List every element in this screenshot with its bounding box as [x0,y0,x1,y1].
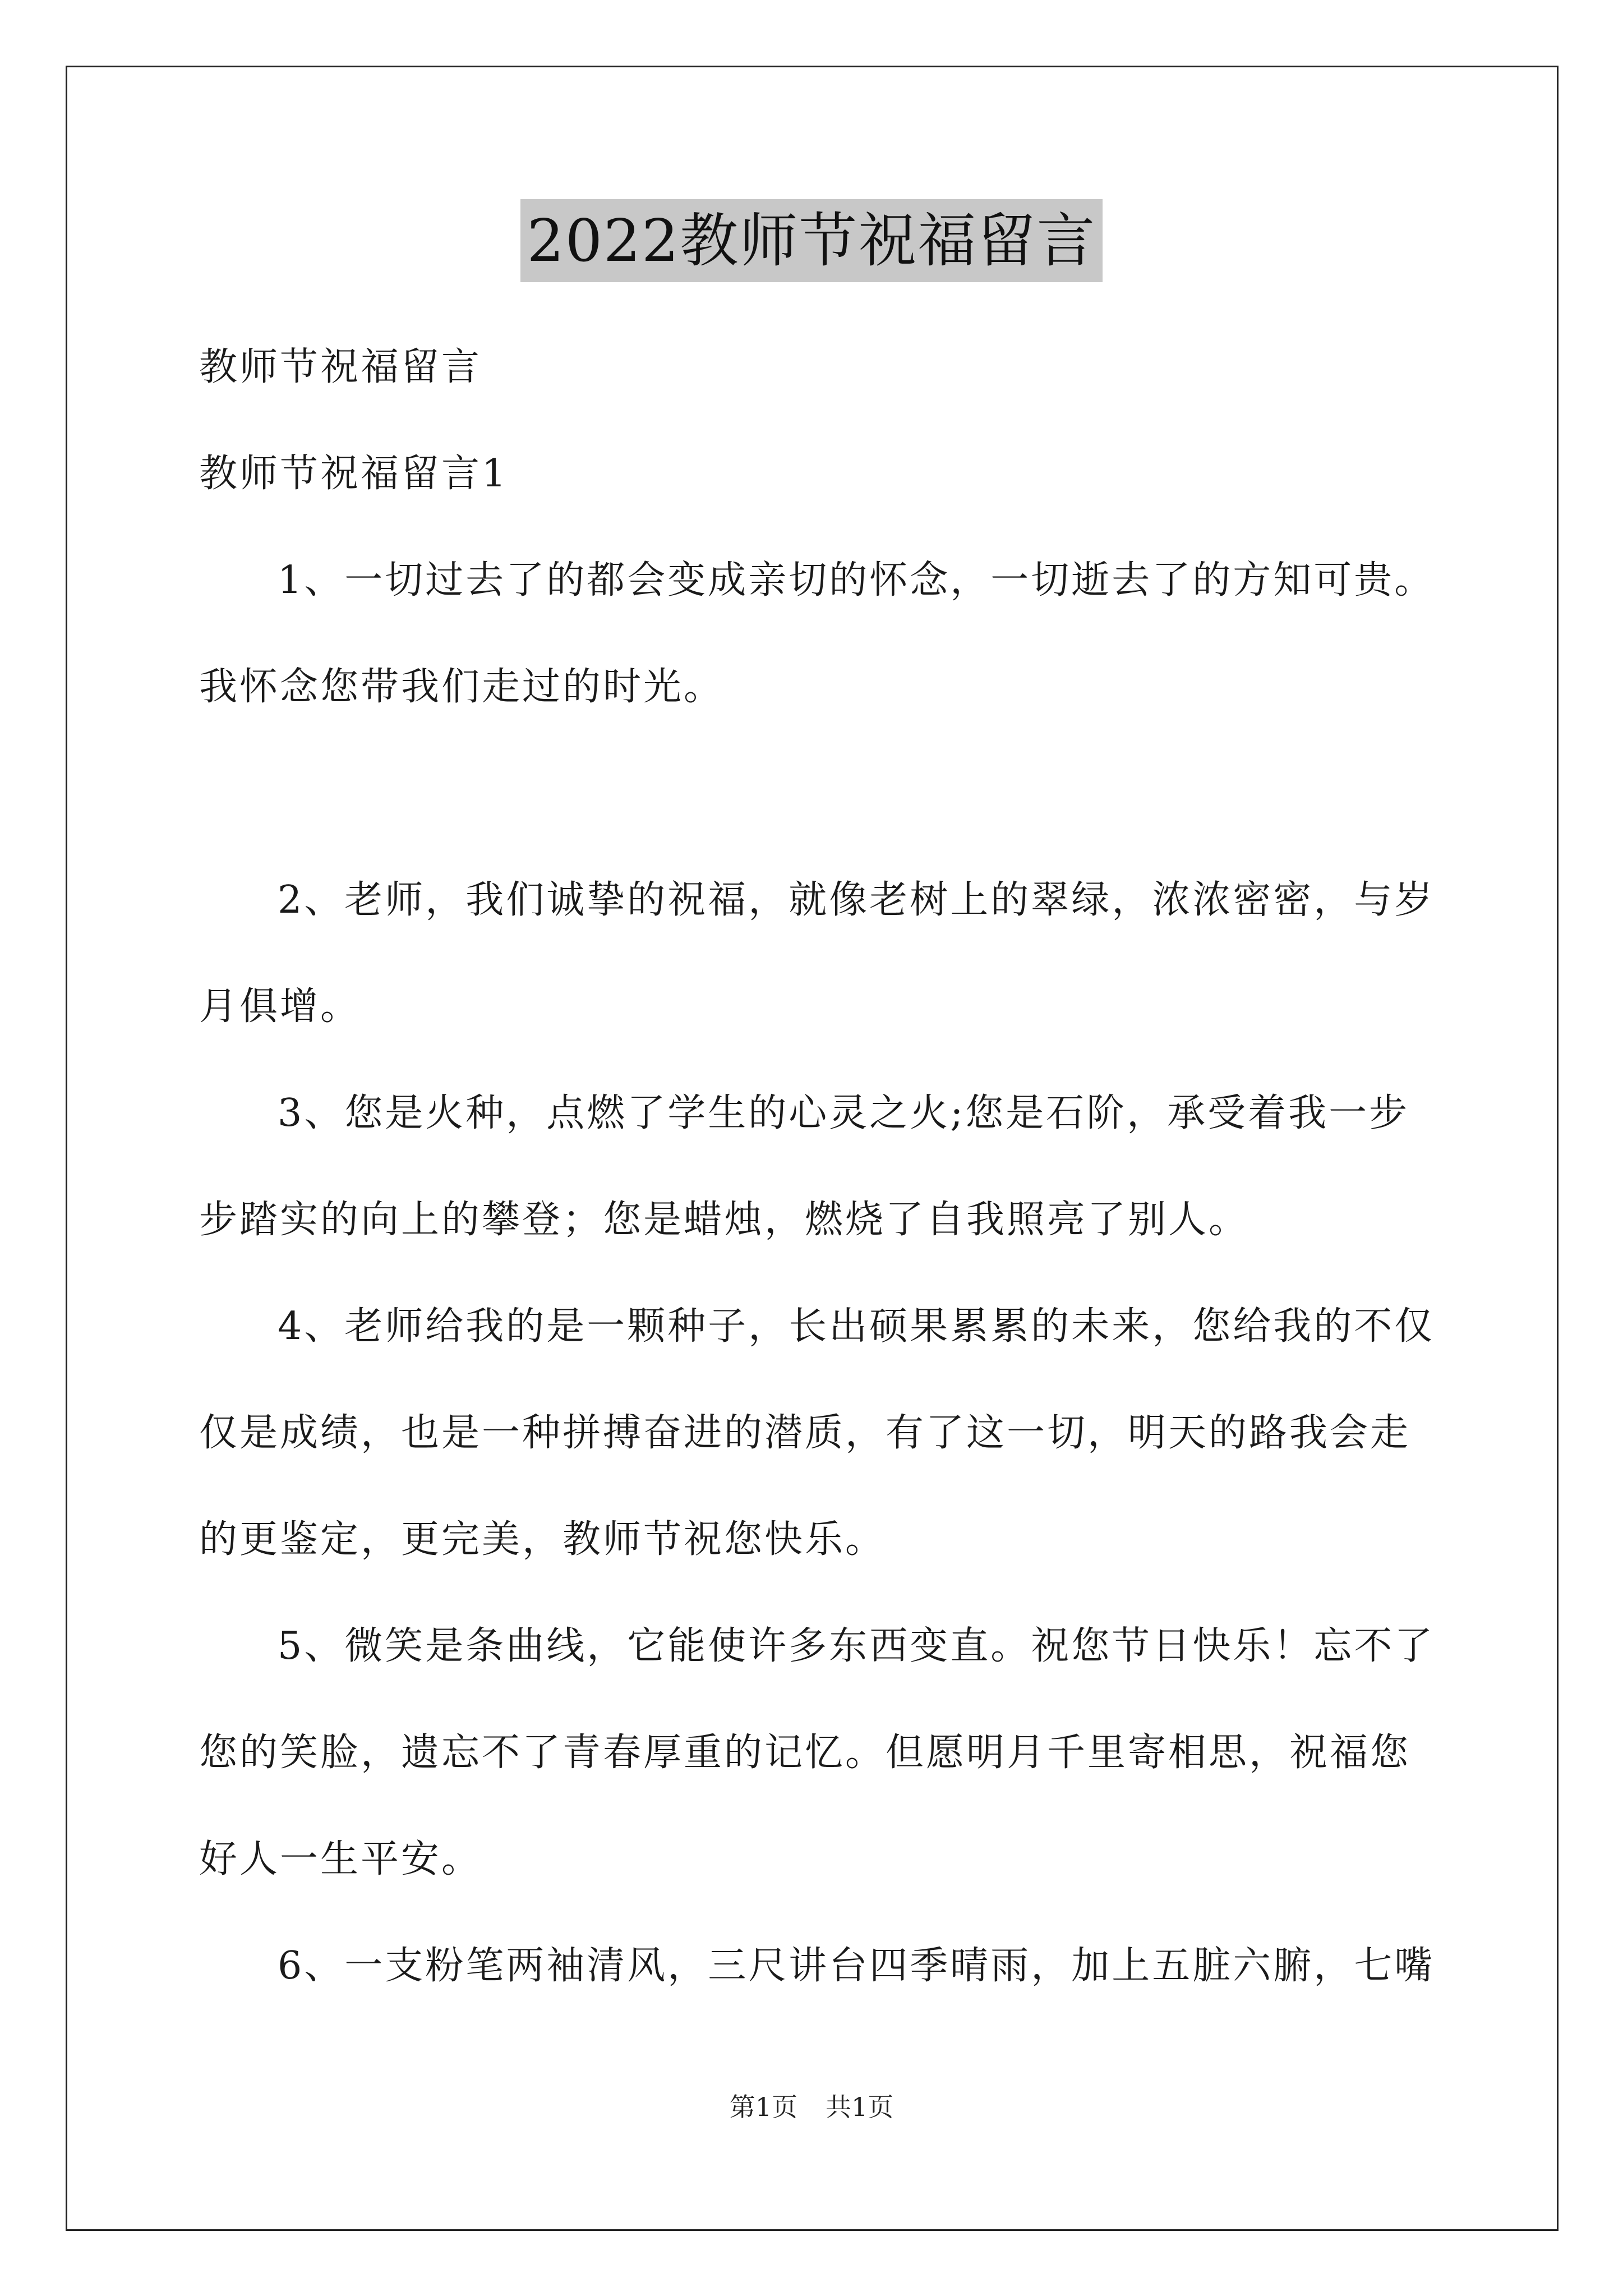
page-total: 共1页 [826,2092,894,2122]
paragraph-line: 6、一支粉笔两袖清风，三尺讲台四季晴雨，加上五脏六腑，七嘴 [278,1944,1435,1988]
paragraph-gap [199,740,1433,847]
paragraph-line: 仅是成绩，也是一种拼搏奋进的潜质，有了这一切，明天的路我会走 [199,1411,1411,1455]
page-number: 第1页 [729,2092,797,2122]
paragraph-line: 1、一切过去了的都会变成亲切的怀念，一切逝去了的方知可贵。 [278,558,1435,602]
paragraph-line: 月俱增。 [199,984,361,1029]
paragraph-line: 3、您是火种，点燃了学生的心灵之火;您是石阶，承受着我一步 [278,1091,1410,1135]
document-body [199,314,1433,2019]
paragraph-line: 您的笑脸，遗忘不了青春厚重的记忆。但愿明月千里寄相思，祝福您 [199,1731,1411,1775]
paragraph-line: 我怀念您带我们走过的时光。 [199,665,725,709]
paragraph-line: 2、老师，我们诚挚的祝福，就像老树上的翠绿，浓浓密密，与岁 [278,878,1435,922]
heading-line: 教师节祝福留言 [199,345,482,389]
paragraph-line: 步踏实的向上的攀登；您是蜡烛，燃烧了自我照亮了别人。 [199,1198,1249,1242]
subheading-line: 教师节祝福留言1 [199,452,509,496]
paragraph-line: 好人一生平安。 [199,1837,482,1881]
title-container [0,199,1623,282]
document-title: 2022教师节祝福留言 [520,199,1103,282]
paragraph-line: 4、老师给我的是一颗种子，长出硕果累累的未来，您给我的不仅 [278,1304,1435,1349]
paragraph-line: 的更鉴定，更完美，教师节祝您快乐。 [199,1517,886,1562]
paragraph-line: 5、微笑是条曲线，它能使许多东西变直。祝您节日快乐！忘不了 [278,1624,1435,1668]
page-footer [0,2087,1623,2124]
